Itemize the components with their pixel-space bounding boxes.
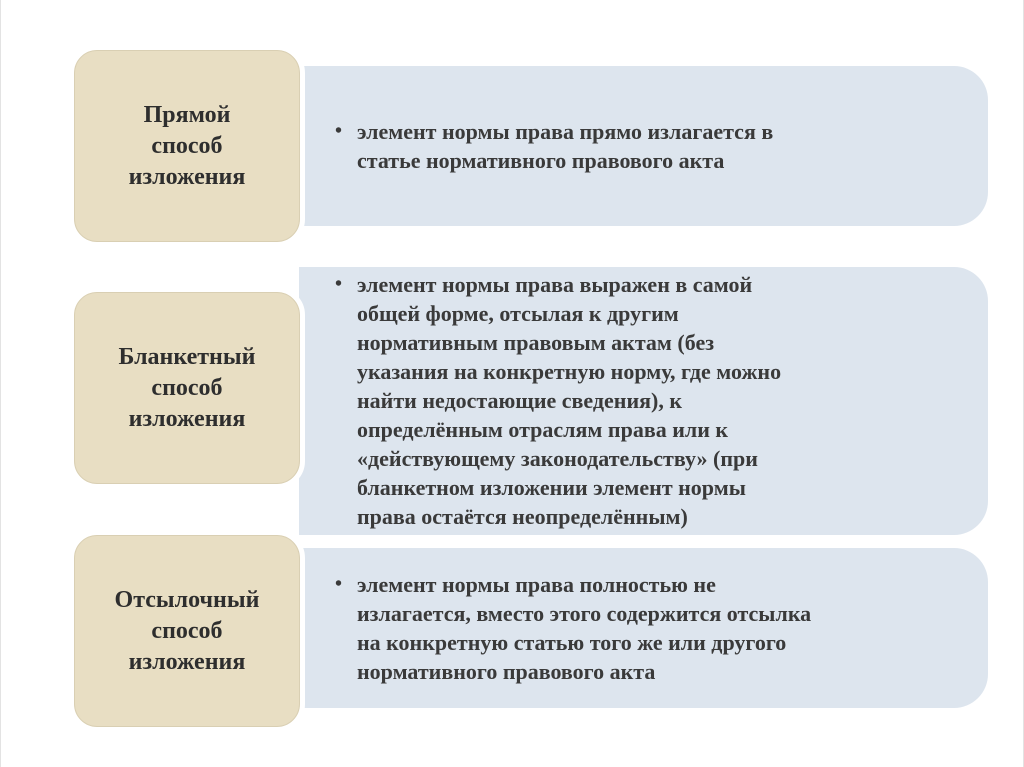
bullet-icon: • <box>335 573 343 595</box>
label-reference: Отсылочный способ изложения <box>114 586 260 675</box>
description-text-reference: элемент нормы права полностью не излагается, вместо этого содержится отсылка на конкретную статью того же или другого нормативного правового акта <box>357 572 812 684</box>
label-box-direct <box>69 45 305 247</box>
description-box-reference <box>299 548 988 708</box>
label-blanket: Бланкетный способ изложения <box>118 343 256 432</box>
description-direct <box>335 117 773 175</box>
label-direct: Прямой способ изложения <box>128 101 246 190</box>
description-box-direct <box>299 66 988 226</box>
description-blanket <box>335 270 781 531</box>
description-text-blanket: элемент нормы права выражен в самой общей форме, отсылая к другим нормативным правовым актам (без указания на конкретную норму, где можно найти недостающие сведения), к определённым отраслям права или к «действующему законодательству» (при бланкетном изложении элемент нормы права остаётся неопределённым) <box>357 272 782 529</box>
description-reference <box>335 570 811 686</box>
bullet-icon: • <box>335 273 343 295</box>
label-box-blanket <box>69 287 305 489</box>
description-box-blanket <box>299 267 988 535</box>
bullet-icon: • <box>335 120 343 142</box>
description-text-direct: элемент нормы права прямо излагается в статье нормативного правового акта <box>357 119 774 173</box>
label-box-reference <box>69 530 305 732</box>
